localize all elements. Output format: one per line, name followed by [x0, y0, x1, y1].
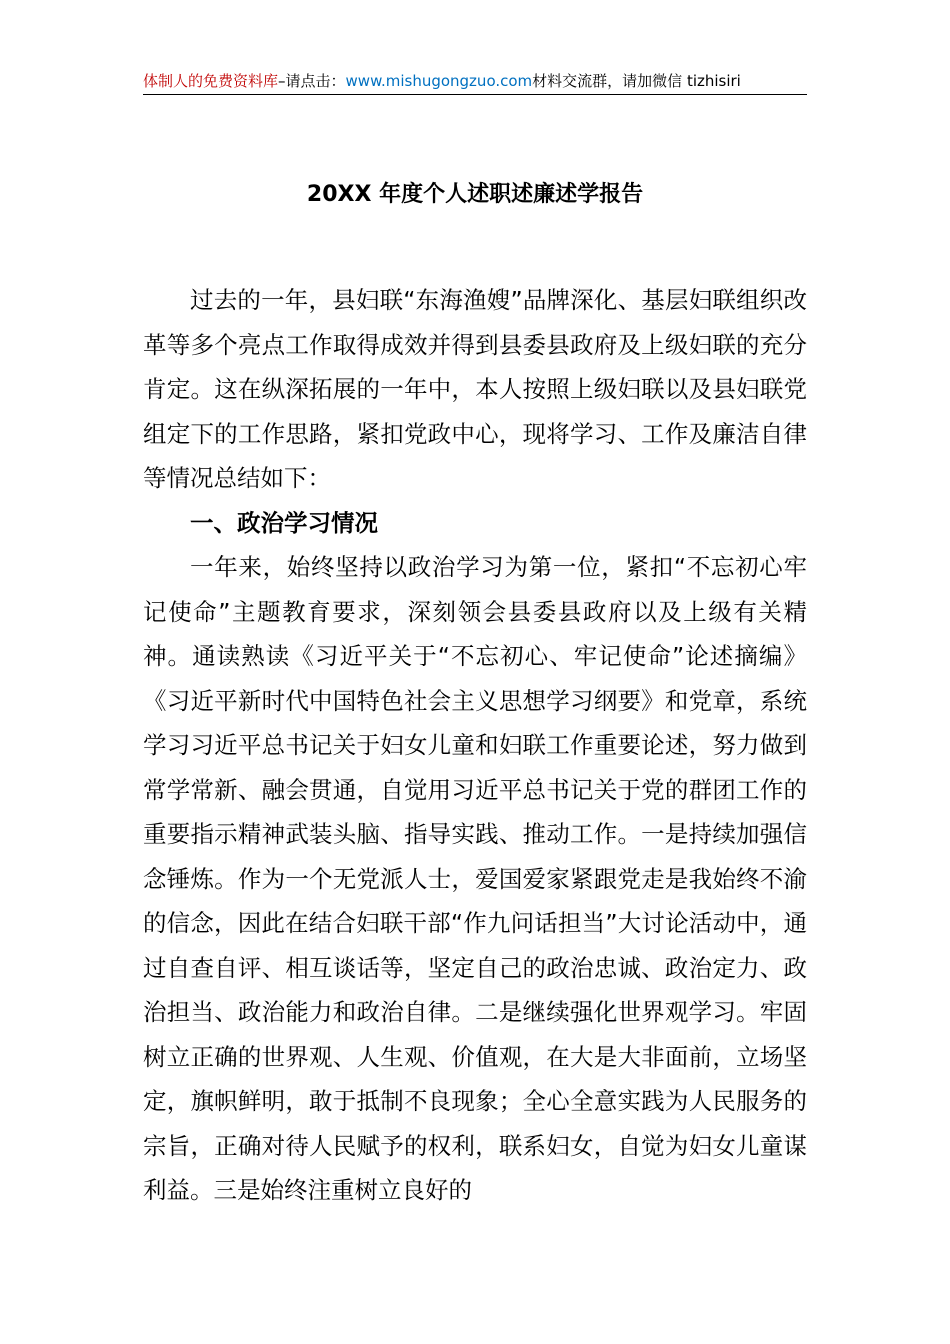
section-heading: 一、政治学习情况 [190, 508, 378, 537]
intro-paragraph: 过去的一年，县妇联“东海渔嫂”品牌深化、基层妇联组织改革等多个亮点工作取得成效并得到县委县政府及上级妇联的充分肯定。这在纵深拓展的一年中，本人按照上级妇联以及县妇联党组定下的工作思路，紧扣党政中心，现将学习、工作及廉洁自律等情况总结如下： [143, 286, 807, 492]
header-link[interactable]: www.mishugongzuo.com [345, 72, 533, 90]
header-separator: –请点击： [278, 72, 346, 90]
header-brand: 体制人的免费资料库 [143, 72, 279, 90]
document-body [143, 278, 807, 1213]
header-tail: 材料交流群，请加微信 tizhisiri [532, 72, 741, 90]
page-header [143, 68, 807, 95]
document-title: 20XX 年度个人述职述廉述学报告 [306, 182, 644, 207]
section-paragraph: 一年来，始终坚持以政治学习为第一位，紧扣“不忘初心牢记使命”主题教育要求，深刻领会县委县政府以及上级有关精神。通读熟读《习近平关于“不忘初心、牢记使命”论述摘编》《习近平新时代中国特色社会主义思想学习纲要》和党章，系统学习习近平总书记关于妇女儿童和妇联工作重要论述，努力做到常学常新、融会贯通，自觉用习近平总书记关于党的群团工作的重要指示精神武装头脑、指导实践、推动工作。一是持续加强信念锤炼。作为一个无党派人士，爱国爱家紧跟党走是我始终不渝的信念，因此在结合妇联干部“作九问话担当”大讨论活动中，通过自查自评、相互谈话等，坚定自己的政治忠诚、政治定力、政治担当、政治能力和政治自律。二是继续强化世界观学习。牢固树立正确的世界观、人生观、价值观，在大是大非面前，立场坚定，旗帜鲜明，敢于抵制不良现象；全心全意实践为人民服务的宗旨，正确对待人民赋予的权利，联系妇女，自觉为妇女儿童谋利益。三是始终注重树立良好的 [143, 553, 807, 1204]
